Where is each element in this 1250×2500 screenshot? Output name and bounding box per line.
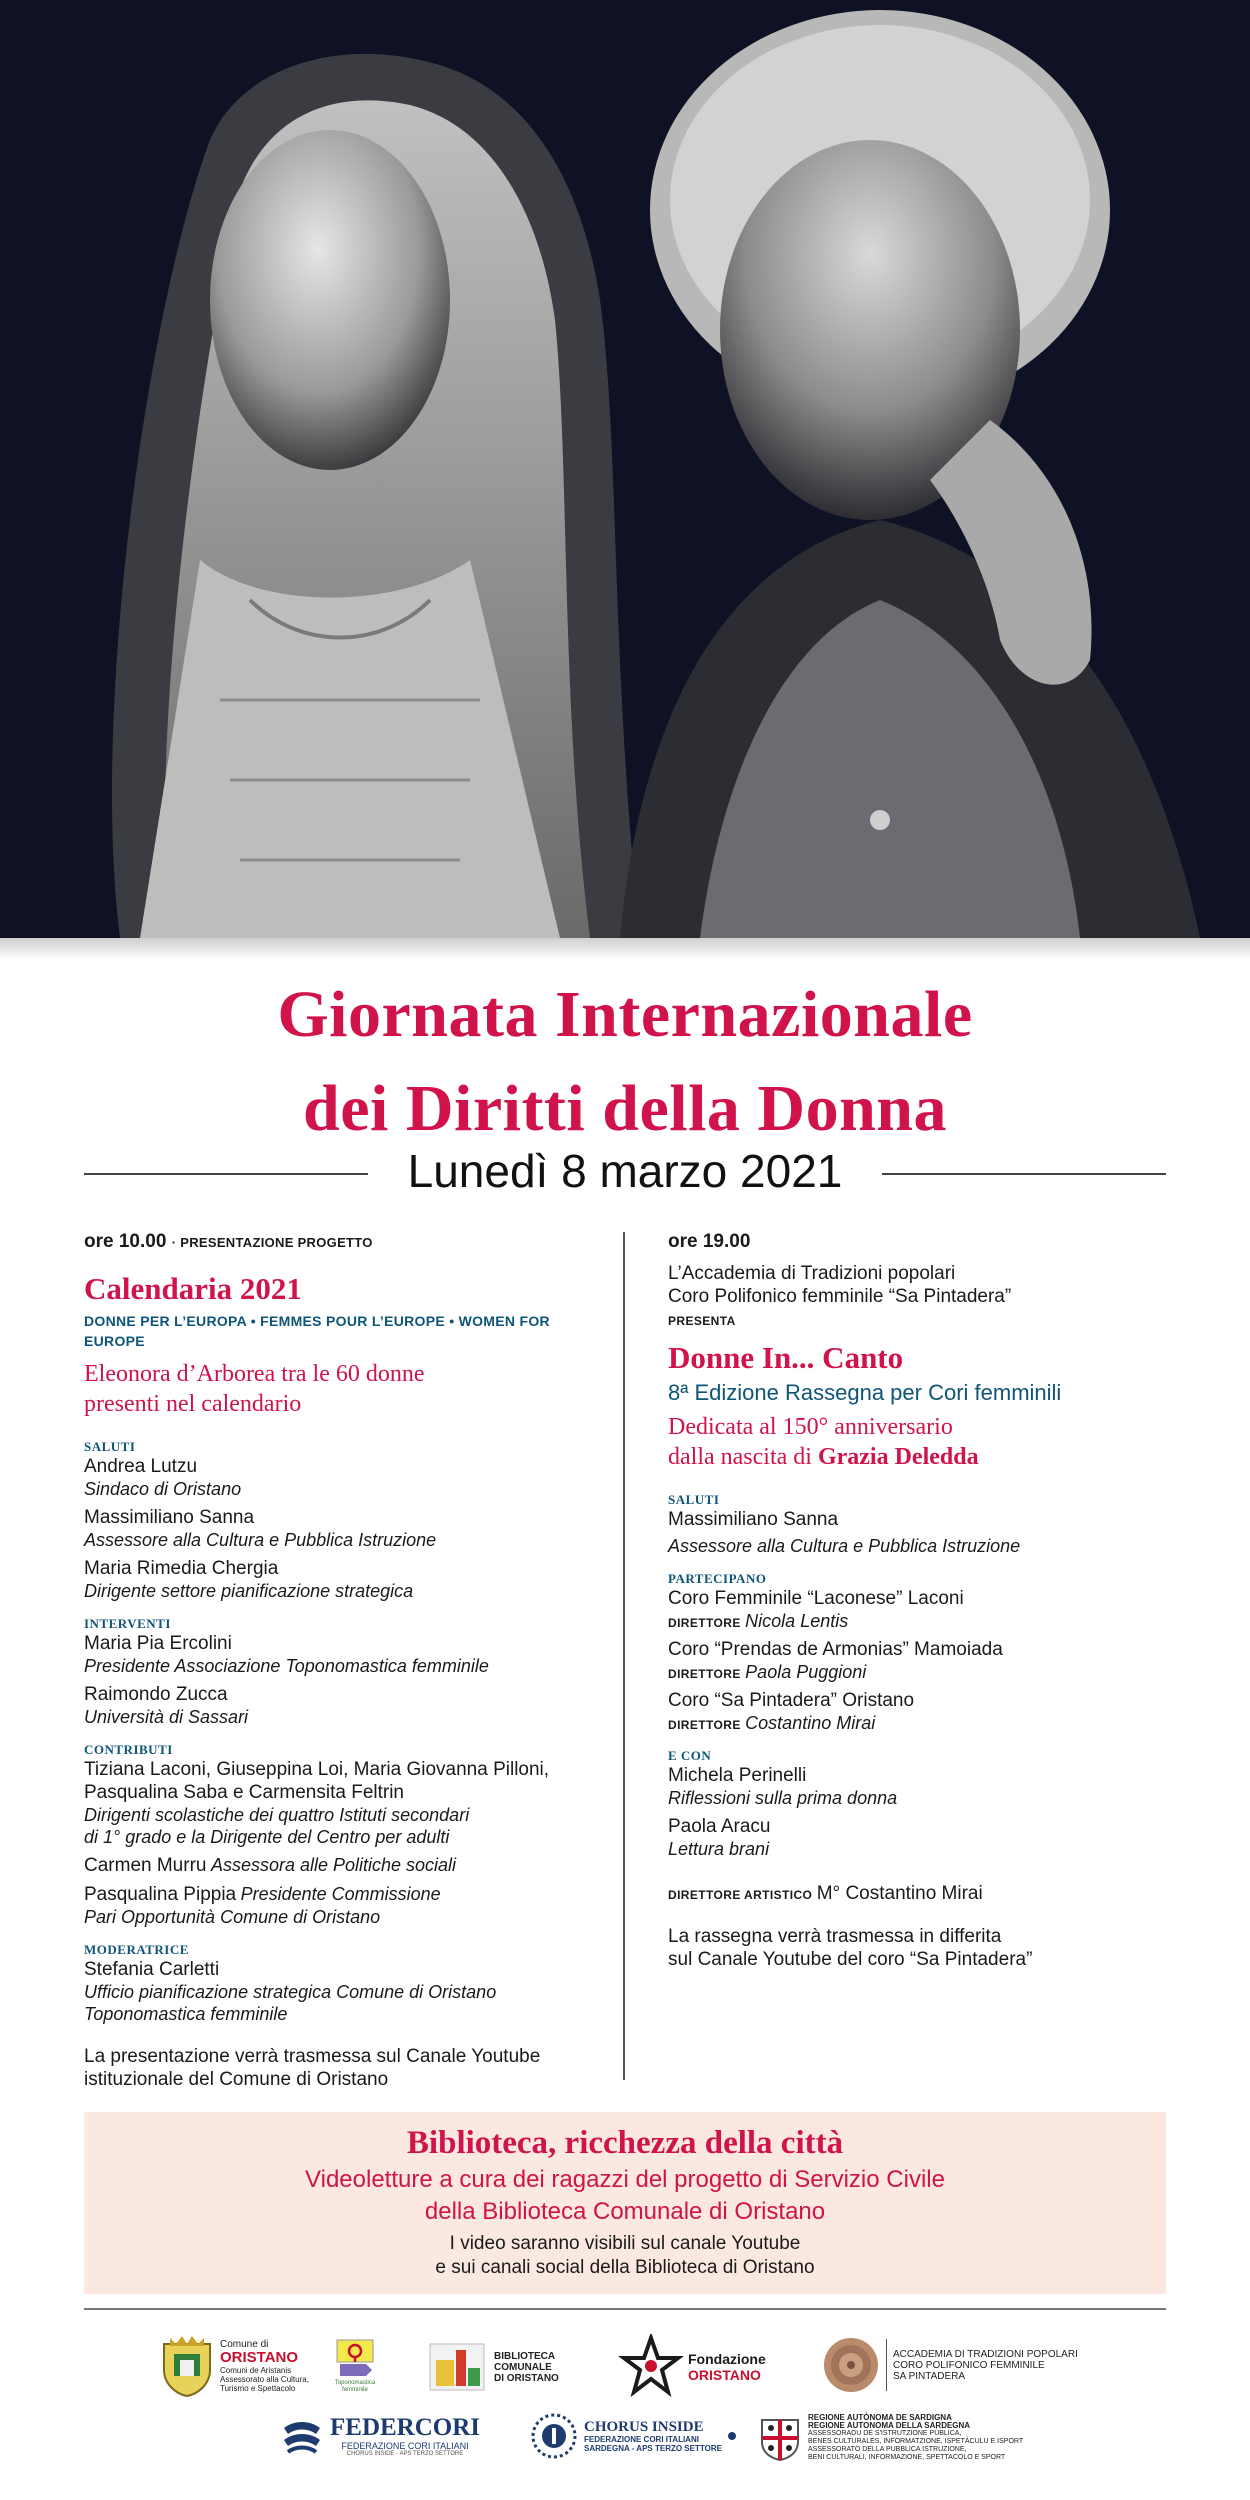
biblioteca-line-3: I video saranno visibili sul canale Youtube [449, 2233, 801, 2254]
chorus-name: CHORUS INSIDE [584, 2419, 704, 2435]
federcori-icon [280, 2414, 324, 2458]
director-label: DIRETTORE [668, 1616, 741, 1630]
regione-3: ASSESSORADU DE S'ISTRUTZIONE PÙBLICA, [808, 2430, 962, 2437]
regione-5: ASSESSORATO DELLA PUBBLICA ISTRUZIONE, [808, 2446, 967, 2453]
morning-note-1: La presentazione verrà trasmessa sul Canale Youtube [84, 2046, 541, 2067]
speaker-role: Presidente Associazione Toponomastica femminile [84, 1656, 489, 1676]
artistic-director-name: M° Costantino Mirai [816, 1883, 983, 1904]
logo-accademia [822, 2336, 1078, 2394]
artistic-director-label: DIRETTORE ARTISTICO [668, 1888, 813, 1902]
edition-line: 8ª Edizione Rassegna per Cori femminili [668, 1380, 1062, 1405]
speaker-name: Raimondo Zucca [84, 1684, 228, 1705]
column-divider [623, 1232, 625, 2080]
toponomastica-logo [336, 2336, 374, 2394]
logo-comune-oristano [160, 2334, 309, 2398]
speaker-name: Massimiliano Sanna [668, 1509, 839, 1530]
director-name: Costantino Mirai [745, 1713, 876, 1733]
speaker-role: Dirigente settore pianificazione strategica [84, 1581, 414, 1601]
calendaria-subtitle-1: Eleonora d’Arborea tra le 60 donne [84, 1361, 425, 1387]
speaker-role: Pari Opportunità Comune di Oristano [84, 1907, 381, 1927]
chorus-sub-2: SARDEGNA - APS TERZO SETTORE [584, 2444, 722, 2453]
speaker-role: Assessore alla Cultura e Pubblica Istruzione [84, 1530, 437, 1550]
biblioteca-line-4: e sui canali social della Biblioteca di Oristano [435, 2257, 815, 2278]
hero-shadow [0, 938, 1250, 960]
biblioteca-logo-icon [428, 2340, 486, 2394]
logo-fondazione-oristano [618, 2334, 766, 2400]
moderatrice-label: MODERATRICE [84, 1942, 189, 1957]
biblioteca-logo-1: BIBLIOTECA [494, 2350, 556, 2362]
coro-name: Coro Femminile “Laconese” Laconi [668, 1588, 964, 1609]
speaker-name: Maria Rimedia Chergia [84, 1558, 279, 1579]
title-line-2: dei Diritti della Donna [302, 1072, 947, 1145]
regione-4: BENES CULTURALES, INFORMATZIONE, ISPETÀCULU E ISPORT [808, 2438, 1024, 2445]
contributi-role-1: Dirigenti scolastiche dei quattro Istituti secondari [84, 1805, 470, 1825]
moderatrice-name: Stefania Carletti [84, 1959, 220, 1980]
coro-director [668, 1712, 1188, 1734]
evening-note-1: La rassegna verrà trasmessa in differita [668, 1926, 1002, 1947]
logo-biblioteca [428, 2340, 559, 2394]
logo-regione-sardegna [758, 2414, 1023, 2462]
dedication-line-2 [668, 1442, 1188, 1472]
morning-program [84, 1230, 604, 2091]
morning-time [84, 1230, 604, 1255]
calendaria-tagline: DONNE PER L’EUROPA • FEMMES POUR L’EUROPE • WOMEN FOR EUROPE [84, 1313, 550, 1349]
artistic-director [668, 1882, 1188, 1905]
coro-director [668, 1610, 1188, 1632]
fondazione-1: Fondazione [688, 2351, 766, 2367]
saluti-list [84, 1455, 604, 1602]
footer-rule [84, 2308, 1166, 2310]
chorus-dot [728, 2432, 736, 2440]
director-label: DIRETTORE [668, 1718, 741, 1732]
comune-sub-1: Comuni de Aristanis [220, 2366, 292, 2375]
fondazione-2: ORISTANO [688, 2367, 761, 2383]
biblioteca-box [84, 2112, 1166, 2294]
contributi-names-1: Tiziana Laconi, Giuseppina Loi, Maria Giovanna Pilloni, [84, 1759, 550, 1780]
speaker-name: Carmen Murru [84, 1855, 207, 1876]
evening-note-2: sul Canale Youtube del coro “Sa Pintadera” [668, 1949, 1033, 1970]
presenta-label: PRESENTA [668, 1314, 736, 1328]
moderatrice-role-1: Ufficio pianificazione strategica Comune di Oristano [84, 1982, 497, 2002]
coro-name: Coro “Sa Pintadera” Oristano [668, 1690, 915, 1711]
dedication-name: Grazia Deledda [817, 1444, 979, 1470]
accademia-3: SA PINTADERA [893, 2370, 966, 2382]
moderatrice-role-2: Toponomastica femminile [84, 2004, 288, 2024]
contributi-label: CONTRIBUTI [84, 1742, 173, 1757]
contributi-list [84, 1758, 604, 1928]
calendaria-heading: Calendaria 2021 [84, 1271, 302, 1306]
director-name: Paola Puggioni [745, 1662, 867, 1682]
morning-time-value: ore 10.00 [84, 1231, 167, 1252]
biblioteca-line-1: Videoletture a cura dei ragazzi del progetto di Servizio Civile [305, 2166, 945, 2193]
saluti-evening-label: SALUTI [668, 1492, 720, 1507]
speaker-role: Università di Sassari [84, 1707, 249, 1727]
calendaria-subtitle-2: presenti nel calendario [84, 1391, 302, 1417]
organizer-line-2: Coro Polifonico femminile “Sa Pintadera” [668, 1286, 1012, 1307]
regione-1: REGIONE AUTÒNOMA DE SARDIGNA [808, 2413, 952, 2422]
coro-director [668, 1661, 1188, 1683]
logo-toponomastica [336, 2336, 374, 2394]
biblioteca-logo-2: COMUNALE [494, 2361, 552, 2373]
evening-program [668, 1230, 1188, 1971]
federcori-name: FEDERCORI [330, 2413, 481, 2441]
regione-2: REGIONE AUTONOMA DELLA SARDEGNA [808, 2421, 971, 2430]
speaker-name: Pasqualina Pippia [84, 1884, 237, 1905]
speaker-role: Lettura brani [668, 1839, 770, 1859]
portraits-illustration [0, 0, 1250, 938]
contributi-role-2: di 1° grado e la Dirigente del Centro per adulti [84, 1827, 450, 1847]
comune-sub-3: Turismo e Spettacolo [220, 2384, 296, 2393]
comune-big: ORISTANO [220, 2349, 299, 2366]
speaker-role: Assessore alla Cultura e Pubblica Istruzione [668, 1536, 1021, 1556]
cori-list [668, 1587, 1188, 1734]
dedication-prefix: dalla nascita di [668, 1444, 818, 1470]
director-name: Nicola Lentis [745, 1611, 849, 1631]
toponomastica-label: Toponomastica femminile [334, 2380, 376, 2393]
donne-canto-heading: Donne In... Canto [668, 1340, 904, 1375]
chorus-sub-1: FEDERAZIONE CORI ITALIANI [584, 2435, 699, 2444]
dedication-line-1: Dedicata al 150° anniversario [668, 1414, 953, 1440]
pippia-line [84, 1883, 604, 1906]
sardegna-crest-icon [758, 2414, 802, 2462]
page-title [0, 968, 1250, 1156]
pintadera-icon [822, 2336, 880, 2394]
contributi-names-2: Pasqualina Saba e Carmensita Feltrin [84, 1782, 405, 1803]
evening-time: ore 19.00 [668, 1231, 751, 1252]
accademia-2: CORO POLIFONICO FEMMINILE [893, 2359, 1045, 2371]
coro-name: Coro “Prendas de Armonias” Mamoiada [668, 1639, 1003, 1660]
speaker-role: Assessora alle Politiche sociali [210, 1855, 457, 1875]
murru-line [84, 1854, 604, 1877]
speaker-name: Paola Aracu [668, 1816, 771, 1837]
econ-label: E CON [668, 1748, 712, 1763]
biblioteca-logo-3: DI ORISTANO [494, 2372, 559, 2384]
title-line-1: Giornata Internazionale [277, 978, 973, 1051]
regione-6: BENI CULTURALI, INFORMAZIONE, SPETTACOLO E SPORT [808, 2454, 1006, 2461]
date-row [84, 1141, 1166, 1201]
speaker-name: Massimiliano Sanna [84, 1507, 255, 1528]
event-date: Lunedì 8 marzo 2021 [407, 1145, 843, 1197]
comune-small: Comune di [220, 2339, 269, 2350]
interventi-label: INTERVENTI [84, 1616, 171, 1631]
hero-photo [0, 0, 1250, 938]
comune-sub-2: Assessorato alla Cultura, [220, 2375, 309, 2384]
accademia-1: ACCADEMIA DI TRADIZIONI POPOLARI [893, 2348, 1078, 2360]
speaker-name: Maria Pia Ercolini [84, 1633, 232, 1654]
organizer-line-1: L’Accademia di Tradizioni popolari [668, 1263, 956, 1284]
speaker-role: Presidente Commissione [240, 1884, 441, 1904]
federcori-sub-2: CHORUS INSIDE - APS TERZO SETTORE [346, 2450, 464, 2457]
saluti-label: SALUTI [84, 1439, 136, 1454]
logo-chorus-inside [530, 2412, 736, 2460]
interventi-list [84, 1632, 604, 1728]
speaker-role: Riflessioni sulla prima donna [668, 1788, 898, 1808]
director-label: DIRETTORE [668, 1667, 741, 1681]
fondazione-star-icon [618, 2334, 684, 2400]
biblioteca-title: Biblioteca, ricchezza della città [406, 2125, 844, 2161]
chorus-inside-icon [530, 2412, 578, 2460]
logo-federcori [280, 2414, 480, 2458]
speaker-name: Andrea Lutzu [84, 1456, 198, 1477]
speaker-name: Michela Perinelli [668, 1765, 807, 1786]
biblioteca-line-2: della Biblioteca Comunale di Oristano [424, 2198, 826, 2225]
federcori-sub: FEDERAZIONE CORI ITALIANI [341, 2440, 469, 2451]
morning-time-note: · PRESENTAZIONE PROGETTO [171, 1235, 373, 1250]
speaker-role: Sindaco di Oristano [84, 1479, 242, 1499]
partecipano-label: PARTECIPANO [668, 1571, 767, 1586]
oristano-crest-icon [160, 2334, 214, 2398]
toponomastica-sign-icon [336, 2336, 374, 2380]
morning-note-2: istituzionale del Comune di Oristano [84, 2069, 389, 2090]
